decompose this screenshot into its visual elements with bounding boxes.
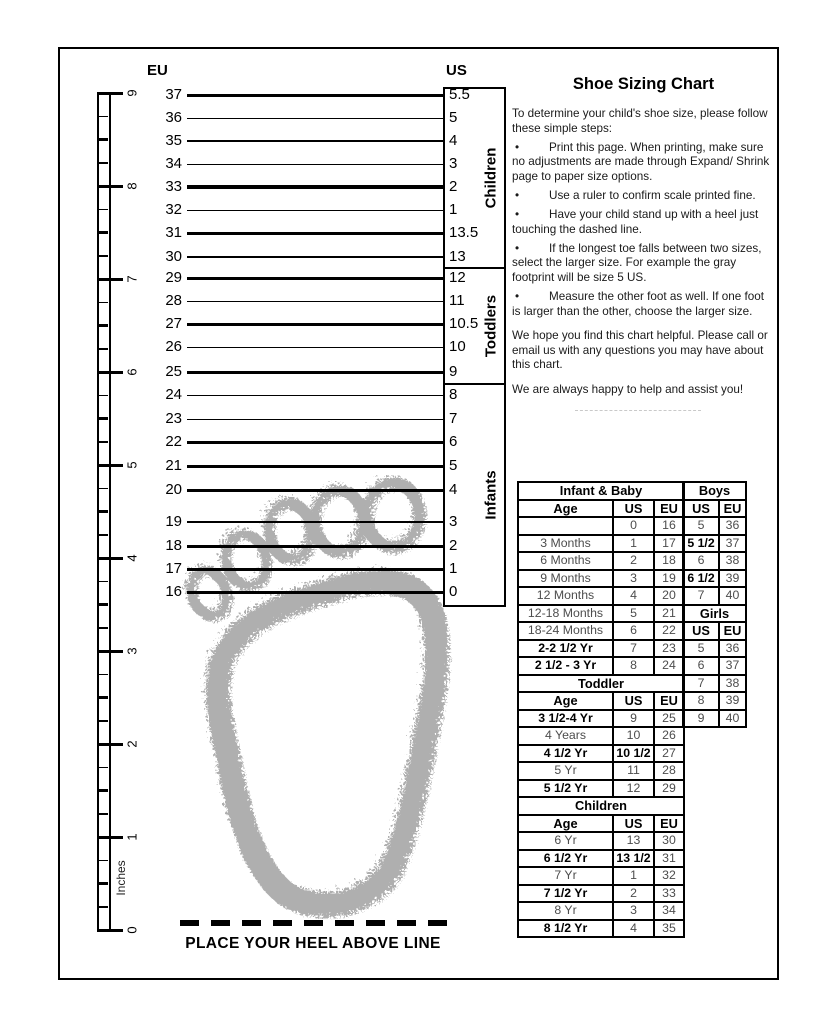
age-size-table-cell: 23 [654,640,684,658]
table-row [683,675,746,693]
ruler-quarter-tick [97,255,108,257]
table-row [518,622,684,640]
bullet-icon: • [515,140,520,154]
ruler-inch-tick [97,557,123,560]
boys-girls-table-cell: 7 [683,675,719,693]
age-size-table-cell: 12-18 Months [518,605,613,623]
ruler-quarter-tick [97,906,108,908]
ruler-quarter-tick [97,603,108,606]
age-size-table-cell: 5 [613,605,654,623]
boys-girls-table-cell: 9 [683,710,719,728]
ruler-quarter-tick [97,231,108,234]
size-line-eu-29 [187,277,443,280]
us-size-label: 6 [449,433,458,450]
eu-size-label: 26 [165,338,182,355]
table-row [683,587,746,605]
ruler-inch-number: 0 [124,926,140,934]
ruler-inch-tick [97,836,123,839]
ruler-unit-label: Inches [114,860,128,896]
age-size-table-cell: 16 [654,517,684,535]
eu-size-label: 25 [165,363,182,380]
ruler-quarter-tick [97,860,108,862]
age-size-table-cell: 30 [654,832,684,850]
table-row [518,517,684,535]
boys-girls-table-col-header: US [683,622,719,640]
ruler-quarter-tick [97,162,108,164]
us-size-label: 0 [449,583,458,600]
table-row [518,885,684,903]
table-row [683,657,746,675]
eu-size-label: 16 [165,583,182,600]
age-size-table-cell: 11 [613,762,654,780]
age-size-table-cell: 34 [654,902,684,920]
table-row [518,920,684,938]
age-size-table-cell: 1 [613,535,654,553]
size-line-eu-20 [187,489,443,492]
step-item-5: • Measure the other foot as well. If one foot is larger than the other, choose the larger size. [512,290,765,318]
boys-girls-table-cell: 6 [683,552,719,570]
ruler-inch-number: 9 [124,89,140,97]
age-size-table-cell: 6 1/2 Yr [518,850,613,868]
step-item-1: • Print this page. When printing, make sure no adjustments are made through Expand/ Shrink page to paper size options. [512,140,770,183]
age-size-table-cell: 10 [613,727,654,745]
boys-girls-table-section-header: Girls [683,605,746,623]
eu-size-label: 37 [165,86,182,103]
instructions-panel [512,75,775,402]
age-size-table-cell: 6 Yr [518,832,613,850]
ruler-quarter-tick [97,324,108,327]
step-item-2: • Use a ruler to confirm scale printed fine. [512,189,775,204]
faint-remnant-line [575,410,701,411]
ruler-quarter-tick [97,720,108,722]
eu-size-label: 23 [165,410,182,427]
ruler-quarter-tick [97,767,108,769]
age-size-table-cell: 3 Months [518,535,613,553]
outro-paragraph-1: We hope you find this chart helpful. Please call or email us with any questions you may have about this chart. [512,329,768,372]
age-size-table-section-header: Toddler [518,675,684,693]
boys-girls-table-cell: 40 [719,587,746,605]
us-size-label: 4 [449,481,458,498]
boys-girls-table-cell: 38 [719,675,746,693]
age-size-table-cell: 12 Months [518,587,613,605]
size-line-eu-28 [187,301,443,302]
size-line-eu-22 [187,441,443,444]
footprint-second-toe [310,486,361,550]
eu-size-label: 24 [165,386,182,403]
size-line-eu-33 [187,185,443,189]
table-row [683,692,746,710]
age-size-table-cell: 6 [613,622,654,640]
age-size-table-cell: 19 [654,570,684,588]
size-line-eu-18 [187,545,443,548]
ruler-quarter-tick [97,534,108,536]
boys-girls-table-cell: 6 [683,657,719,675]
table-row [518,535,684,553]
age-size-table-cell: 28 [654,762,684,780]
table-row [518,780,684,798]
us-size-label: 5.5 [449,86,470,103]
boys-girls-table [682,481,747,728]
age-size-table-col-header: US [613,815,654,833]
age-size-table-cell: 7 [613,640,654,658]
eu-size-label: 30 [165,248,182,265]
boys-girls-table-cell: 36 [719,640,746,658]
ruler-quarter-tick [97,488,108,490]
us-box-divider-children-toddlers [443,267,506,269]
boys-girls-table-cell: 37 [719,657,746,675]
size-line-eu-16 [187,591,443,594]
table-row [518,657,684,675]
age-size-table-cell: 21 [654,605,684,623]
ruler-quarter-tick [97,116,108,118]
size-line-eu-25 [187,371,443,374]
us-size-label: 1 [449,560,458,577]
heel-dashed-line [180,920,447,926]
boys-girls-table-cell: 5 1/2 [683,535,719,553]
eu-size-label: 21 [165,457,182,474]
table-row [518,727,684,745]
age-size-table-cell: 4 [613,587,654,605]
table-row [518,605,684,623]
size-line-eu-32 [187,210,443,211]
boys-girls-table-cell: 8 [683,692,719,710]
age-size-table-cell: 29 [654,780,684,798]
table-row [683,640,746,658]
age-size-table-cell: 4 Years [518,727,613,745]
age-size-table-section-header: Children [518,797,684,815]
us-size-label: 13.5 [449,224,479,241]
age-size-table-cell: 2 1/2 - 3 Yr [518,657,613,675]
ruler-quarter-tick [97,138,108,141]
age-size-table-cell: 0 [613,517,654,535]
steps-list [512,141,775,320]
size-line-eu-24 [187,395,443,396]
boys-girls-table-cell: 40 [719,710,746,728]
us-size-label: 1 [449,201,458,218]
age-size-table-cell: 8 1/2 Yr [518,920,613,938]
ruler-quarter-tick [97,882,108,885]
table-row [683,570,746,588]
ruler-inch-number: 7 [124,275,140,283]
us-size-label: 3 [449,155,458,172]
age-size-table-cell: 3 [613,570,654,588]
age-size-table-cell: 2 [613,552,654,570]
ruler-inch-number: 2 [124,740,140,748]
heel-line-caption: PLACE YOUR HEEL ABOVE LINE [185,935,441,952]
ruler-quarter-tick [97,581,108,583]
table-row [683,552,746,570]
table-row [518,867,684,885]
eu-size-label: 35 [165,132,182,149]
us-size-label: 5 [449,457,458,474]
group-label-toddlers: Toddlers [482,294,500,358]
age-size-table [517,481,685,938]
ruler-quarter-tick [97,417,108,420]
boys-girls-table-col-header: EU [719,622,746,640]
eu-size-label: 20 [165,481,182,498]
age-size-table-cell: 3 1/2-4 Yr [518,710,613,728]
table-row [518,710,684,728]
age-size-table-cell: 17 [654,535,684,553]
age-size-table-cell: 12 [613,780,654,798]
age-size-table-col-header: EU [654,500,684,518]
eu-size-label: 33 [165,178,182,195]
age-size-table-col-header: Age [518,815,613,833]
ruler-quarter-tick [97,789,108,792]
us-box-divider-toddlers-infants [443,383,506,385]
eu-size-label: 34 [165,155,182,172]
age-size-table-cell: 33 [654,885,684,903]
age-size-table-cell: 1 [613,867,654,885]
ruler-inch-number: 6 [124,368,140,376]
ruler-inch-tick [97,278,123,281]
eu-size-label: 22 [165,433,182,450]
ruler-inch-number: 5 [124,461,140,469]
eu-scale-header: EU [147,62,168,79]
outro-paragraph-2: We are always happy to help and assist you! [512,383,744,396]
age-size-table-cell: 20 [654,587,684,605]
age-size-table-cell: 5 Yr [518,762,613,780]
table-row [518,587,684,605]
age-size-table-col-header: EU [654,815,684,833]
ruler-inch-tick [97,743,123,746]
age-size-table-cell: 24 [654,657,684,675]
age-size-table-cell: 5 1/2 Yr [518,780,613,798]
ruler-inch-tick [97,464,123,467]
eu-size-label: 32 [165,201,182,218]
age-size-table-col-header: US [613,500,654,518]
age-size-table-cell: 4 1/2 Yr [518,745,613,763]
ruler-inch-tick [97,929,123,932]
age-size-table-cell: 2 [613,885,654,903]
age-size-table-cell: 35 [654,920,684,938]
ruler-quarter-tick [97,348,108,350]
us-size-label: 4 [449,132,458,149]
table-row [518,850,684,868]
ruler-inch-number: 4 [124,554,140,562]
age-size-table-cell: 2-2 1/2 Yr [518,640,613,658]
size-line-eu-37 [187,94,443,97]
ruler-quarter-tick [97,674,108,676]
ruler-quarter-tick [97,395,108,397]
group-label-children: Children [482,147,500,209]
age-size-table-cell [518,517,613,535]
ruler-inch-number: 1 [124,833,140,841]
age-size-table-cell: 7 Yr [518,867,613,885]
size-line-eu-35 [187,140,443,142]
ruler-quarter-tick [97,209,108,211]
ruler-right-edge [109,93,111,932]
us-size-label: 11 [449,292,465,309]
age-size-table-cell: 6 Months [518,552,613,570]
boys-girls-table-cell: 39 [719,570,746,588]
boys-girls-table-cell: 6 1/2 [683,570,719,588]
size-line-eu-17 [187,568,443,571]
age-size-table-cell: 13 [613,832,654,850]
age-size-table-col-header: Age [518,500,613,518]
us-size-label: 10 [449,338,466,355]
ruler-inch-tick [97,185,123,188]
step-item-3: • Have your child stand up with a heel just touching the dashed line. [512,208,759,236]
table-row [518,640,684,658]
size-line-eu-30 [187,256,443,258]
age-size-table-cell: 3 [613,902,654,920]
footprint-middle-toe [262,497,311,558]
us-size-label: 9 [449,363,458,380]
us-size-label: 12 [449,269,466,286]
us-size-label: 2 [449,178,458,195]
page-title: Shoe Sizing Chart [572,75,715,93]
bullet-icon: • [515,241,520,255]
boys-girls-table-section-header: Boys [683,482,746,500]
us-size-label: 13 [449,248,466,265]
us-size-label: 3 [449,513,458,530]
ruler-quarter-tick [97,813,108,815]
age-size-table-col-header: US [613,692,654,710]
table-row [518,552,684,570]
table-row [518,902,684,920]
age-size-table-cell: 8 Yr [518,902,613,920]
bullet-icon: • [515,188,520,202]
step-item-4: • If the longest toe falls between two sizes, select the larger size. For example the gray footprint will be size 5 US. [512,241,762,284]
group-label-infants: Infants [482,470,500,520]
footprint-sole-outline [215,578,434,901]
age-size-table-cell: 26 [654,727,684,745]
table-row [683,517,746,535]
us-scale-header: US [446,62,467,79]
ruler-quarter-tick [97,441,108,443]
age-size-table-cell: 25 [654,710,684,728]
ruler-quarter-tick [97,696,108,699]
table-row [683,710,746,728]
ruler-inch-number: 8 [124,182,140,190]
age-size-table-cell: 9 [613,710,654,728]
boys-girls-table-cell: 37 [719,535,746,553]
eu-size-label: 31 [165,224,182,241]
table-row [518,762,684,780]
age-size-table-cell: 32 [654,867,684,885]
boys-girls-table-cell: 36 [719,517,746,535]
size-line-eu-36 [187,118,443,119]
age-size-table-cell: 31 [654,850,684,868]
age-size-table-cell: 8 [613,657,654,675]
boys-girls-table-cell: 39 [719,692,746,710]
age-size-table-cell: 10 1/2 [613,745,654,763]
age-size-table-section-header: Infant & Baby [518,482,684,500]
eu-size-label: 29 [165,269,182,286]
boys-girls-table-cell: 5 [683,640,719,658]
age-size-table-col-header: EU [654,692,684,710]
age-size-table-cell: 18 [654,552,684,570]
eu-size-label: 19 [165,513,182,530]
eu-size-label: 36 [165,109,182,126]
age-size-table-cell: 18-24 Months [518,622,613,640]
size-line-eu-23 [187,419,443,420]
size-line-eu-26 [187,347,443,348]
eu-size-label: 28 [165,292,182,309]
ruler-inch-number: 3 [124,647,140,655]
size-line-eu-34 [187,164,443,165]
size-line-eu-19 [187,521,443,523]
age-size-table-cell: 13 1/2 [613,850,654,868]
ruler-inch-tick [97,92,123,95]
ruler-quarter-tick [97,302,108,304]
ruler-inch-tick [97,650,123,653]
age-size-table-col-header: Age [518,692,613,710]
us-size-label: 10.5 [449,315,479,332]
table-row [683,535,746,553]
size-line-eu-31 [187,232,443,235]
us-size-label: 2 [449,537,458,554]
eu-size-label: 27 [165,315,182,332]
eu-size-label: 18 [165,537,182,554]
intro-paragraph: To determine your child's shoe size, please follow these simple steps: [512,107,768,135]
age-size-table-cell: 27 [654,745,684,763]
ruler-quarter-tick [97,510,108,513]
ruler-quarter-tick [97,627,108,629]
size-line-eu-27 [187,323,443,326]
eu-size-label: 17 [165,560,182,577]
us-size-label: 5 [449,109,458,126]
boys-girls-table-cell: 5 [683,517,719,535]
table-row [518,832,684,850]
age-size-table-cell: 4 [613,920,654,938]
table-row [518,745,684,763]
ruler-inch-tick [97,371,123,374]
boys-girls-table-col-header: US [683,500,719,518]
boys-girls-table-cell: 7 [683,587,719,605]
size-line-eu-21 [187,465,443,468]
us-size-label: 8 [449,386,458,403]
age-size-table-cell: 22 [654,622,684,640]
boys-girls-table-cell: 38 [719,552,746,570]
bullet-icon: • [515,290,520,304]
age-size-table-cell: 9 Months [518,570,613,588]
boys-girls-table-col-header: EU [719,500,746,518]
us-size-label: 7 [449,410,458,427]
bullet-icon: • [515,208,520,222]
table-row [518,570,684,588]
age-size-table-cell: 7 1/2 Yr [518,885,613,903]
